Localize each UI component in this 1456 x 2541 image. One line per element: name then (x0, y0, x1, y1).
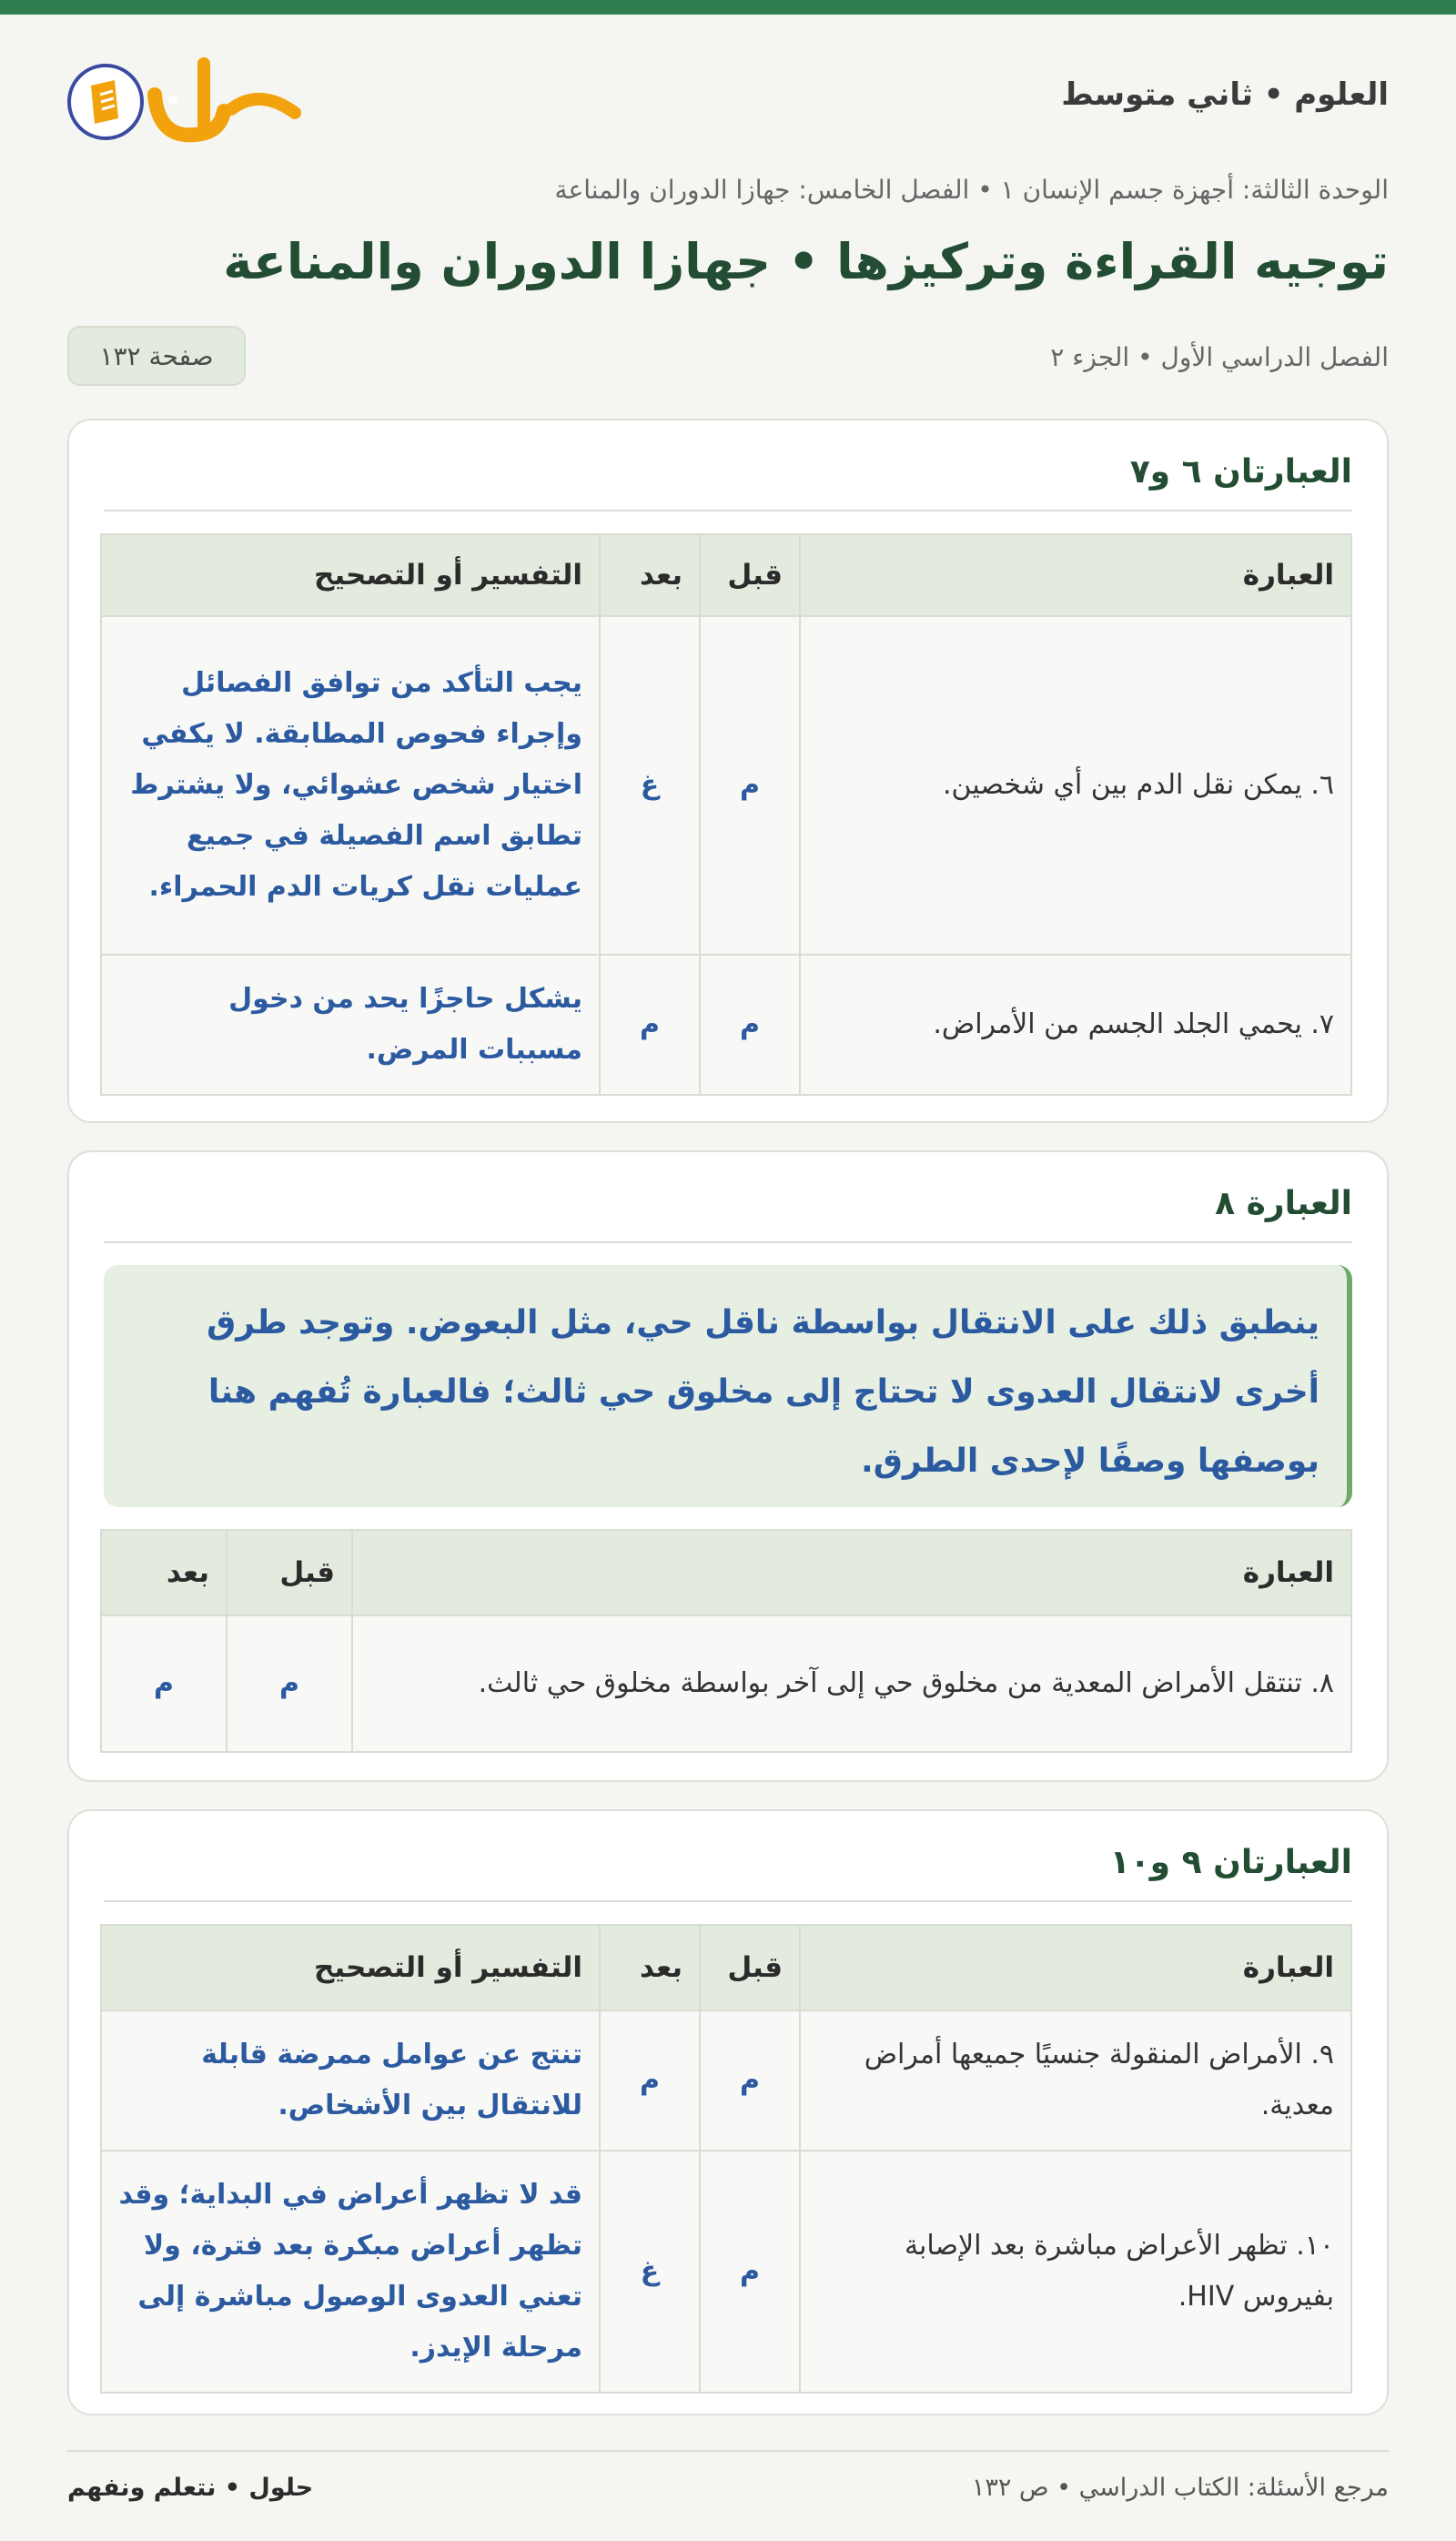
page-header (67, 55, 1389, 155)
statements-table (100, 1924, 1352, 2394)
column-header-explanation: التفسير أو التصحيح (101, 534, 600, 616)
table-header-row (101, 1530, 1351, 1615)
explanation-callout: ينطبق ذلك على الانتقال بواسطة ناقل حي، مثل البعوض. وتوجد طرق أخرى لانتقال العدوى لا تحتاج إلى مخلوق حي ثالث؛ فالعبارة تُفهم هنا بوصفها وصفًا لإحدى الطرق. (104, 1265, 1352, 1507)
term-label: الفصل الدراسي الأول • الجزء ٢ (1050, 342, 1389, 372)
column-header-statement: العبارة (352, 1530, 1351, 1615)
column-header-statement: العبارة (800, 534, 1351, 616)
before-answer: م (700, 955, 800, 1095)
statement-cell: ٧. يحمي الجلد الجسم من الأمراض. (800, 955, 1351, 1095)
column-header-before: قبل (227, 1530, 352, 1615)
table-header-row (101, 1925, 1351, 2010)
after-answer: م (600, 955, 700, 1095)
column-header-statement: العبارة (800, 1925, 1351, 2010)
page-title: توجيه القراءة وتركيزها • جهازا الدوران والمناعة (223, 233, 1389, 290)
section-title: العبارة ٨ (1215, 1185, 1352, 1222)
divider (104, 1900, 1352, 1902)
after-answer: غ (600, 2151, 700, 2393)
explanation-cell: تنتج عن عوامل ممرضة قابلة للانتقال بين الأشخاص. (101, 2010, 600, 2151)
before-answer: م (227, 1615, 352, 1752)
footer-divider (67, 2450, 1389, 2452)
column-header-after: بعد (600, 1925, 700, 2010)
divider (104, 1241, 1352, 1243)
after-answer: غ (600, 616, 700, 955)
before-answer: م (700, 2151, 800, 2393)
table-row (101, 616, 1351, 955)
before-answer: م (700, 2010, 800, 2151)
statement-cell: ١٠. تظهر الأعراض مباشرة بعد الإصابة بفيروس HIV. (800, 2151, 1351, 2393)
column-header-before: قبل (700, 1925, 800, 2010)
after-answer: م (600, 2010, 700, 2151)
brand-logo[interactable] (67, 55, 304, 155)
column-header-before: قبل (700, 534, 800, 616)
section-title: العبارتان ٩ و١٠ (1109, 1844, 1352, 1881)
table-row (101, 2151, 1351, 2393)
column-header-after: بعد (600, 534, 700, 616)
statement-cell: ٩. الأمراض المنقولة جنسيًا جميعها أمراض معدية. (800, 2010, 1351, 2151)
table-row (101, 2010, 1351, 2151)
statements-table (100, 1529, 1352, 1753)
table-header-row (101, 534, 1351, 616)
subject-label: العلوم • ثاني متوسط (1061, 76, 1389, 113)
footer-reference: مرجع الأسئلة: الكتاب الدراسي • ص ١٣٢ (971, 2474, 1389, 2502)
breadcrumb: الوحدة الثالثة: أجهزة جسم الإنسان ١ • الفصل الخامس: جهازا الدوران والمناعة (554, 175, 1389, 205)
statement-cell: ٨. تنتقل الأمراض المعدية من مخلوق حي إلى آخر بواسطة مخلوق حي ثالث. (352, 1615, 1351, 1752)
table-row (101, 1615, 1351, 1752)
explanation-cell: قد لا تظهر أعراض في البداية؛ وقد تظهر أعراض مبكرة بعد فترة، ولا تعني العدوى الوصول مباشرة إلى مرحلة الإيدز. (101, 2151, 600, 2393)
explanation-cell: يشكل حاجزًا يحد من دخول مسببات المرض. (101, 955, 600, 1095)
logo-icon (67, 55, 304, 155)
statement-cell: ٦. يمكن نقل الدم بين أي شخصين. (800, 616, 1351, 955)
after-answer: م (101, 1615, 227, 1752)
section-statements-9-10 (67, 1809, 1389, 2415)
top-accent-bar (0, 0, 1456, 15)
column-header-after: بعد (101, 1530, 227, 1615)
explanation-cell: يجب التأكد من توافق الفصائل وإجراء فحوص المطابقة. لا يكفي اختيار شخص عشوائي، ولا يشترط تطابق اسم الفصيلة في جميع عمليات نقل كريات الدم الحمراء. (101, 616, 600, 955)
page-number-badge: صفحة ١٣٢ (67, 326, 246, 386)
footer-slogan: حلول • نتعلم ونفهم (67, 2474, 314, 2502)
column-header-explanation: التفسير أو التصحيح (101, 1925, 600, 2010)
table-row (101, 955, 1351, 1095)
statements-table (100, 533, 1352, 1096)
section-title: العبارتان ٦ و٧ (1129, 453, 1352, 491)
before-answer: م (700, 616, 800, 955)
section-statement-8 (67, 1150, 1389, 1782)
divider (104, 510, 1352, 511)
section-statements-6-7 (67, 419, 1389, 1123)
